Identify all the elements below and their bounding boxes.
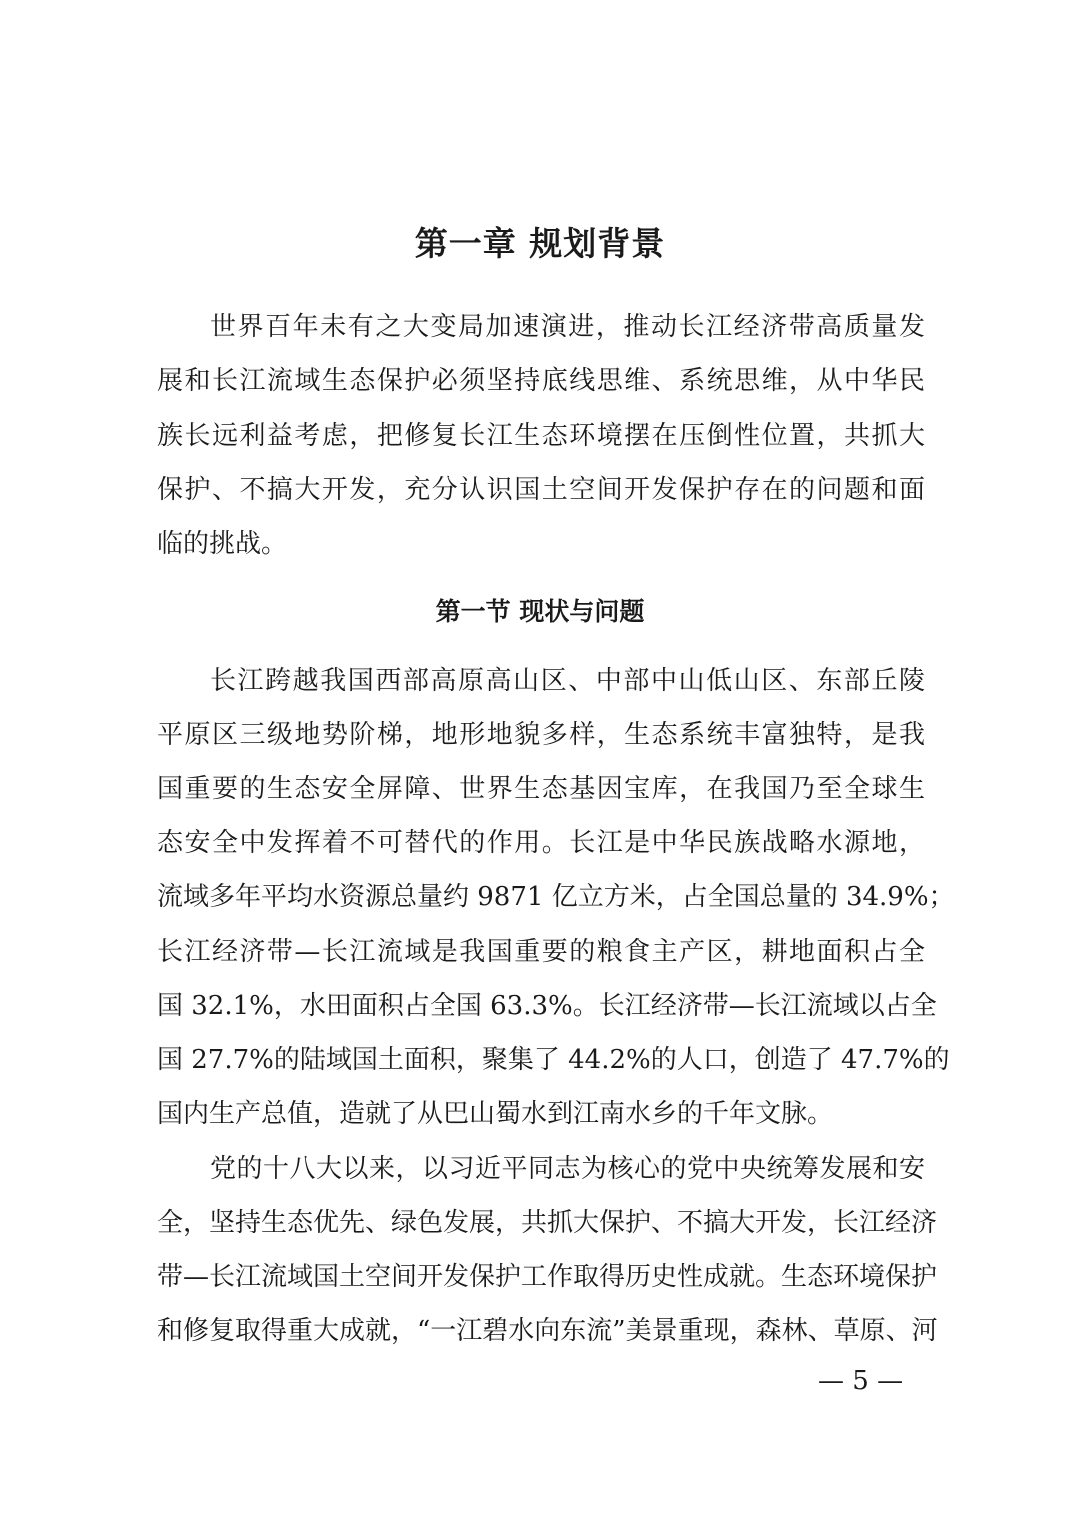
intro-paragraph-line: 世界百年未有之大变局加速演进，推动长江经济带高质量发 — [210, 312, 925, 342]
paragraph-1-line: 国 32.1%，水田面积占全国 63.3%。长江经济带—长江流域以占全 — [157, 990, 937, 1021]
paragraph-1-line: 流域多年平均水资源总量约 9871 亿立方米，占全国总量的 34.9%； — [157, 882, 955, 913]
paragraph-1-line: 平原区三级地势阶梯，地形地貌多样，生态系统丰富独特，是我 — [157, 720, 925, 751]
paragraph-2-line: 和修复取得重大成就，“一江碧水向东流”美景重现，森林、草原、河 — [157, 1316, 938, 1346]
section-title: 第一节 现状与问题 — [435, 597, 645, 626]
paragraph-1-line: 长江跨越我国西部高原高山区、中部中山低山区、东部丘陵 — [210, 666, 925, 696]
intro-paragraph-line: 展和长江流域生态保护必须坚持底线思维、系统思维，从中华民 — [157, 366, 925, 397]
intro-paragraph-line: 保护、不搞大开发，充分认识国土空间开发保护存在的问题和面 — [157, 474, 925, 505]
page-number: — 5 — — [818, 1366, 904, 1396]
intro-paragraph-line: 临的挑战。 — [157, 529, 288, 560]
paragraph-1-line: 国重要的生态安全屏障、世界生态基因宝库，在我国乃至全球生 — [157, 774, 925, 805]
paragraph-2-line: 全，坚持生态优先、绿色发展，共抓大保护、不搞大开发，长江经济 — [157, 1208, 938, 1238]
paragraph-1-line: 国 27.7%的陆域国土面积，聚集了 44.2%的人口，创造了 47.7%的 — [157, 1044, 950, 1075]
paragraph-1-line: 国内生产总值，造就了从巴山蜀水到江南水乡的千年文脉。 — [157, 1098, 834, 1129]
paragraph-1-line: 长江经济带—长江流域是我国重要的粮食主产区，耕地面积占全 — [157, 936, 925, 967]
intro-paragraph-line: 族长远利益考虑，把修复长江生态环境摆在压倒性位置，共抓大 — [157, 420, 925, 451]
chapter-title: 第一章 规划背景 — [414, 224, 666, 263]
paragraph-2-line: 党的十八大以来，以习近平同志为核心的党中央统筹发展和安 — [210, 1154, 925, 1184]
paragraph-2-line: 带—长江流域国土空间开发保护工作取得历史性成就。生态环境保护 — [157, 1262, 938, 1292]
paragraph-1-line: 态安全中发挥着不可替代的作用。长江是中华民族战略水源地， — [157, 828, 925, 859]
